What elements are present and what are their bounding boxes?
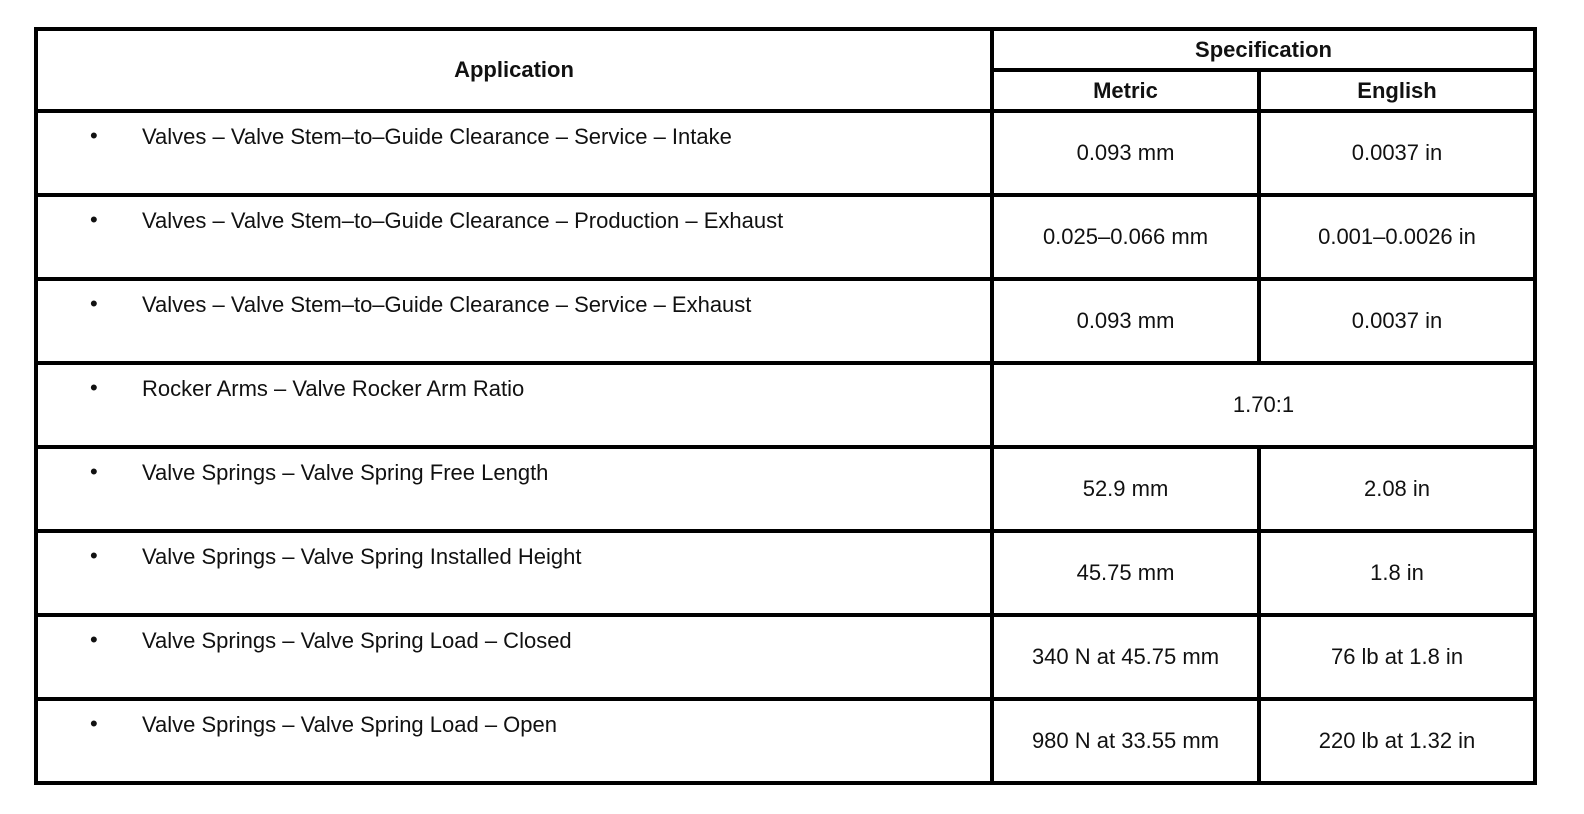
application-cell: [36, 531, 992, 615]
metric-value: 340 N at 45.75 mm: [992, 615, 1259, 699]
bullet-icon: •: [90, 375, 98, 400]
bullet-icon: •: [90, 207, 98, 232]
application-text: Valves – Valve Stem–to–Guide Clearance – Service – Intake: [142, 124, 732, 149]
english-value: 0.0037 in: [1259, 111, 1535, 195]
english-value: 1.8 in: [1259, 531, 1535, 615]
english-value: 0.0037 in: [1259, 279, 1535, 363]
table-row: [36, 195, 1535, 279]
metric-value: 980 N at 33.55 mm: [992, 699, 1259, 783]
bullet-icon: •: [90, 543, 98, 568]
bullet-icon: •: [90, 123, 98, 148]
table-row: [36, 363, 1535, 447]
english-value: 76 lb at 1.8 in: [1259, 615, 1535, 699]
metric-value: 52.9 mm: [992, 447, 1259, 531]
english-value: 220 lb at 1.32 in: [1259, 699, 1535, 783]
application-text: Valves – Valve Stem–to–Guide Clearance – Production – Exhaust: [142, 208, 784, 233]
bullet-icon: •: [90, 459, 98, 484]
bullet-icon: •: [90, 291, 98, 316]
english-value: 0.001–0.0026 in: [1259, 195, 1535, 279]
application-cell: [36, 363, 992, 447]
application-cell: [36, 195, 992, 279]
bullet-icon: •: [90, 711, 98, 736]
application-text: Rocker Arms – Valve Rocker Arm Ratio: [142, 376, 525, 401]
table-row: [36, 531, 1535, 615]
application-cell: [36, 279, 992, 363]
specification-header: Specification: [992, 29, 1535, 70]
application-text: Valve Springs – Valve Spring Free Length: [142, 460, 549, 485]
application-text: Valve Springs – Valve Spring Load – Open: [142, 712, 558, 737]
application-text: Valve Springs – Valve Spring Load – Closed: [142, 628, 572, 653]
bullet-icon: •: [90, 627, 98, 652]
metric-value: 45.75 mm: [992, 531, 1259, 615]
application-text: Valves – Valve Stem–to–Guide Clearance – Service – Exhaust: [142, 292, 752, 317]
table-row: [36, 447, 1535, 531]
application-text: Valve Springs – Valve Spring Installed Height: [142, 544, 582, 569]
application-header: Application: [36, 29, 992, 111]
table-row: [36, 615, 1535, 699]
english-value: 2.08 in: [1259, 447, 1535, 531]
metric-value: 0.093 mm: [992, 279, 1259, 363]
specification-table: [34, 27, 1537, 785]
combined-value: 1.70:1: [992, 363, 1535, 447]
application-cell: [36, 111, 992, 195]
table-row: [36, 279, 1535, 363]
metric-value: 0.025–0.066 mm: [992, 195, 1259, 279]
table-row: [36, 111, 1535, 195]
table-row: [36, 699, 1535, 783]
english-header: English: [1259, 70, 1535, 111]
metric-header: Metric: [992, 70, 1259, 111]
metric-value: 0.093 mm: [992, 111, 1259, 195]
application-cell: [36, 447, 992, 531]
application-cell: [36, 699, 992, 783]
application-cell: [36, 615, 992, 699]
